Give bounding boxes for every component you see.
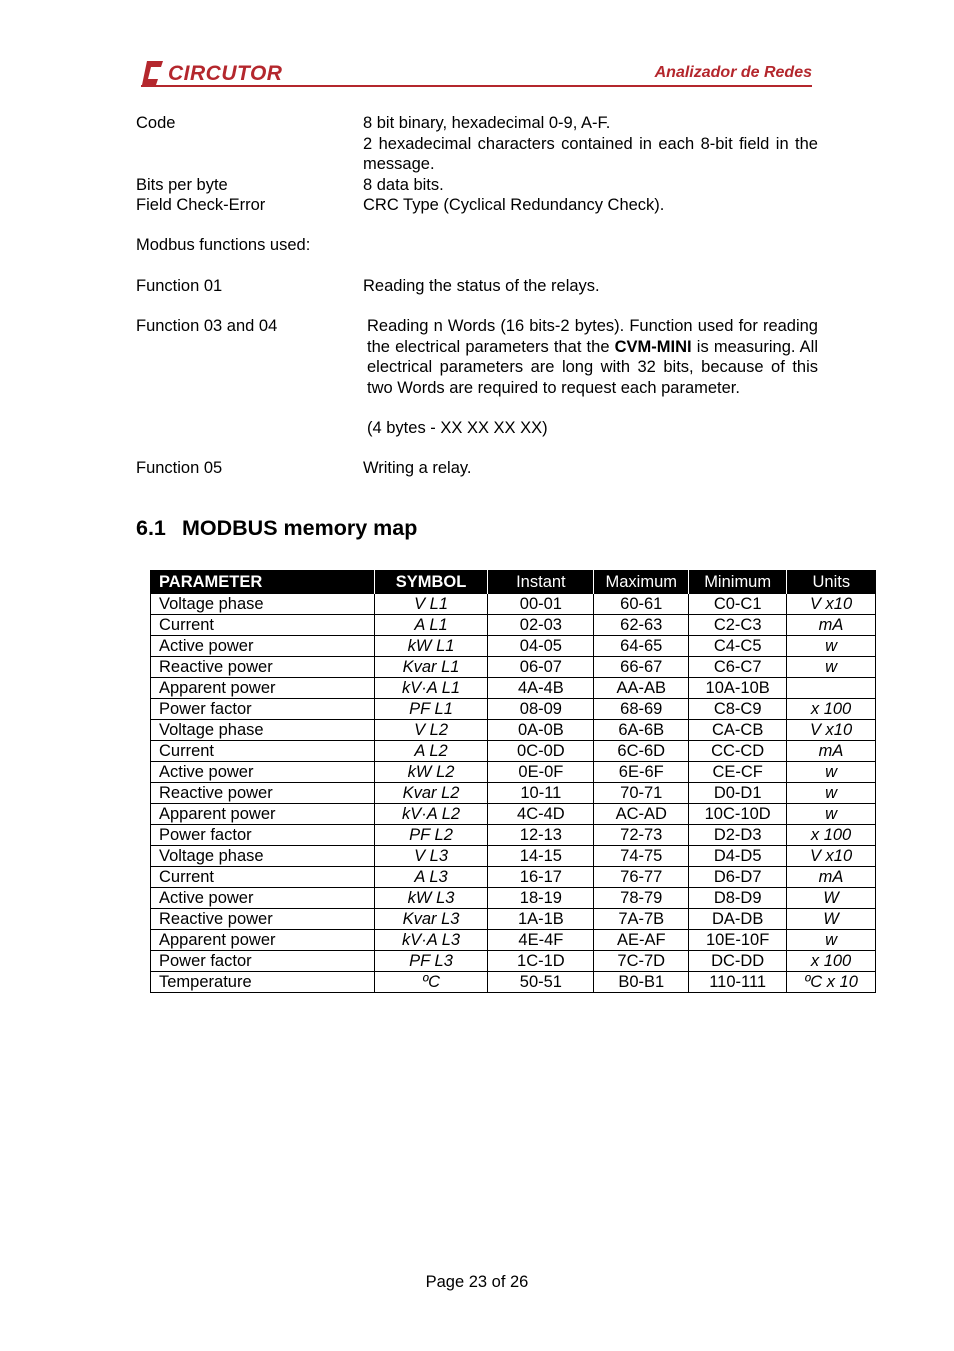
spec-label-bits: Bits per byte: [136, 175, 228, 194]
spec-value-bits: 8 data bits.: [363, 175, 444, 194]
cell-minimum: C2-C3: [689, 615, 787, 636]
cell-units: w: [787, 804, 876, 825]
table-row: [151, 720, 876, 741]
cell-parameter: Apparent power: [151, 804, 375, 825]
cell-symbol: A L1: [374, 615, 488, 636]
cell-minimum: 110-111: [689, 972, 787, 993]
cell-symbol: kW L3: [374, 888, 488, 909]
table-row: [151, 678, 876, 699]
table-row: [151, 762, 876, 783]
cell-instant: 50-51: [488, 972, 594, 993]
cell-instant: 1C-1D: [488, 951, 594, 972]
cell-parameter: Voltage phase: [151, 720, 375, 741]
section-heading: [136, 516, 417, 541]
cell-instant: 14-15: [488, 846, 594, 867]
cell-units: V x10: [787, 720, 876, 741]
modbus-memory-map-table: [150, 570, 876, 993]
cell-maximum: 74-75: [594, 846, 689, 867]
table-row: [151, 699, 876, 720]
cell-minimum: C8-C9: [689, 699, 787, 720]
cell-minimum: D0-D1: [689, 783, 787, 804]
cell-parameter: Active power: [151, 888, 375, 909]
spec-value-code-line1: 8 bit binary, hexadecimal 0-9, A-F.: [363, 114, 611, 132]
header-divider: [141, 85, 812, 87]
table-row: [151, 888, 876, 909]
function-05-text: Writing a relay.: [363, 459, 472, 477]
cell-maximum: AC-AD: [594, 804, 689, 825]
cell-minimum: C6-C7: [689, 657, 787, 678]
cell-instant: 4C-4D: [488, 804, 594, 825]
cell-symbol: kW L1: [374, 636, 488, 657]
table-header-row: [151, 570, 876, 594]
header-parameter: PARAMETER: [151, 570, 375, 594]
cell-instant: 02-03: [488, 615, 594, 636]
cell-symbol: PF L1: [374, 699, 488, 720]
cell-instant: 06-07: [488, 657, 594, 678]
cell-parameter: Apparent power: [151, 930, 375, 951]
cell-maximum: 7C-7D: [594, 951, 689, 972]
cell-symbol: PF L3: [374, 951, 488, 972]
cell-instant: 4A-4B: [488, 678, 594, 699]
table-row: [151, 594, 876, 615]
table-row: [151, 951, 876, 972]
cell-maximum: 70-71: [594, 783, 689, 804]
cell-units: mA: [787, 867, 876, 888]
logo-text: CIRCUTOR: [168, 61, 283, 85]
cell-maximum: 64-65: [594, 636, 689, 657]
cell-parameter: Current: [151, 741, 375, 762]
cell-parameter: Reactive power: [151, 783, 375, 804]
cell-minimum: DA-DB: [689, 909, 787, 930]
function-03-04-bytes: (4 bytes - XX XX XX XX): [367, 419, 548, 437]
cell-symbol: Kvar L1: [374, 657, 488, 678]
cell-maximum: 62-63: [594, 615, 689, 636]
cell-maximum: 6E-6F: [594, 762, 689, 783]
cell-instant: 08-09: [488, 699, 594, 720]
cell-symbol: Kvar L2: [374, 783, 488, 804]
cell-symbol: kV·A L1: [374, 678, 488, 699]
cell-units: W: [787, 888, 876, 909]
cell-maximum: 60-61: [594, 594, 689, 615]
cell-symbol: A L2: [374, 741, 488, 762]
function-03-04-text: Reading n Words (16 bits-2 bytes). Function used for reading the electrical parameters that the CVM-MINI is measuring. All electrical parameters are long with 32 bits, because of this two Words are required to request each parameter.: [367, 317, 819, 397]
cell-minimum: DC-DD: [689, 951, 787, 972]
cell-instant: 16-17: [488, 867, 594, 888]
table-row: [151, 657, 876, 678]
cell-parameter: Active power: [151, 636, 375, 657]
cell-minimum: C4-C5: [689, 636, 787, 657]
cell-parameter: Reactive power: [151, 657, 375, 678]
cell-parameter: Voltage phase: [151, 594, 375, 615]
cell-parameter: Power factor: [151, 825, 375, 846]
cell-units: x 100: [787, 699, 876, 720]
cell-minimum: 10E-10F: [689, 930, 787, 951]
cell-instant: 0E-0F: [488, 762, 594, 783]
cell-instant: 1A-1B: [488, 909, 594, 930]
cell-symbol: PF L2: [374, 825, 488, 846]
table-row: [151, 615, 876, 636]
cell-symbol: Kvar L3: [374, 909, 488, 930]
cell-units: [787, 678, 876, 699]
cell-units: w: [787, 762, 876, 783]
cell-symbol: kV·A L3: [374, 930, 488, 951]
cell-units: mA: [787, 615, 876, 636]
cell-units: x 100: [787, 825, 876, 846]
cell-units: w: [787, 783, 876, 804]
cell-maximum: 6C-6D: [594, 741, 689, 762]
product-name: CVM-MINI: [614, 337, 692, 356]
spec-value-code-line2: 2 hexadecimal characters contained in each 8-bit field in the message.: [363, 134, 818, 173]
page-number: Page 23 of 26: [425, 1273, 529, 1291]
cell-minimum: D2-D3: [689, 825, 787, 846]
table-row: [151, 972, 876, 993]
table-row: [151, 783, 876, 804]
cell-instant: 04-05: [488, 636, 594, 657]
cell-instant: 00-01: [488, 594, 594, 615]
cell-parameter: Apparent power: [151, 678, 375, 699]
cell-units: W: [787, 909, 876, 930]
cell-minimum: 10C-10D: [689, 804, 787, 825]
cell-units: x 100: [787, 951, 876, 972]
cell-symbol: kV·A L2: [374, 804, 488, 825]
cell-maximum: AE-AF: [594, 930, 689, 951]
cell-instant: 0A-0B: [488, 720, 594, 741]
cell-parameter: Temperature: [151, 972, 375, 993]
function-03-04-label: Function 03 and 04: [136, 317, 278, 335]
cell-instant: 18-19: [488, 888, 594, 909]
cell-units: w: [787, 636, 876, 657]
header-minimum: Minimum: [689, 570, 787, 594]
cell-parameter: Power factor: [151, 699, 375, 720]
cell-instant: 4E-4F: [488, 930, 594, 951]
cell-maximum: 7A-7B: [594, 909, 689, 930]
table-row: [151, 909, 876, 930]
cell-maximum: 78-79: [594, 888, 689, 909]
table-row: [151, 867, 876, 888]
function-01-text: Reading the status of the relays.: [363, 277, 600, 295]
cell-parameter: Voltage phase: [151, 846, 375, 867]
cell-minimum: 10A-10B: [689, 678, 787, 699]
spec-label-code: Code: [136, 114, 176, 132]
cell-instant: 12-13: [488, 825, 594, 846]
cell-minimum: CA-CB: [689, 720, 787, 741]
table-row: [151, 741, 876, 762]
cell-minimum: D4-D5: [689, 846, 787, 867]
spec-value-check: CRC Type (Cyclical Redundancy Check).: [363, 196, 665, 214]
cell-maximum: 66-67: [594, 657, 689, 678]
function-05-label: Function 05: [136, 459, 223, 477]
cell-minimum: C0-C1: [689, 594, 787, 615]
cell-units: w: [787, 657, 876, 678]
cell-instant: 0C-0D: [488, 741, 594, 762]
cell-minimum: D6-D7: [689, 867, 787, 888]
cell-units: V x10: [787, 846, 876, 867]
cell-parameter: Active power: [151, 762, 375, 783]
table-row: [151, 804, 876, 825]
cell-maximum: B0-B1: [594, 972, 689, 993]
cell-symbol: kW L2: [374, 762, 488, 783]
cell-parameter: Current: [151, 615, 375, 636]
header-instant: Instant: [488, 570, 594, 594]
header-units: Units: [787, 570, 876, 594]
table-row: [151, 825, 876, 846]
cell-parameter: Current: [151, 867, 375, 888]
cell-maximum: 72-73: [594, 825, 689, 846]
spec-label-check: Field Check-Error: [136, 196, 266, 214]
cell-symbol: A L3: [374, 867, 488, 888]
cell-maximum: AA-AB: [594, 678, 689, 699]
cell-maximum: 76-77: [594, 867, 689, 888]
cell-units: V x10: [787, 594, 876, 615]
cell-symbol: ºC: [374, 972, 488, 993]
cell-instant: 10-11: [488, 783, 594, 804]
header-title: Analizador de Redes: [654, 64, 812, 81]
cell-minimum: CC-CD: [689, 741, 787, 762]
cell-minimum: CE-CF: [689, 762, 787, 783]
header-maximum: Maximum: [594, 570, 689, 594]
cell-symbol: V L2: [374, 720, 488, 741]
circutor-logo: [141, 58, 282, 88]
cell-units: ºC x 10: [787, 972, 876, 993]
cell-parameter: Power factor: [151, 951, 375, 972]
cell-symbol: V L1: [374, 594, 488, 615]
functions-heading: Modbus functions used:: [136, 236, 311, 254]
table-row: [151, 636, 876, 657]
cell-parameter: Reactive power: [151, 909, 375, 930]
cell-symbol: V L3: [374, 846, 488, 867]
section-title: MODBUS memory map: [182, 516, 418, 540]
cell-units: mA: [787, 741, 876, 762]
circutor-logo-icon: [141, 59, 165, 87]
function-01-label: Function 01: [136, 277, 223, 295]
table-row: [151, 846, 876, 867]
header-symbol: SYMBOL: [374, 570, 488, 594]
table-row: [151, 930, 876, 951]
section-number: 6.1: [136, 516, 166, 540]
cell-minimum: D8-D9: [689, 888, 787, 909]
cell-units: w: [787, 930, 876, 951]
cell-maximum: 6A-6B: [594, 720, 689, 741]
cell-maximum: 68-69: [594, 699, 689, 720]
